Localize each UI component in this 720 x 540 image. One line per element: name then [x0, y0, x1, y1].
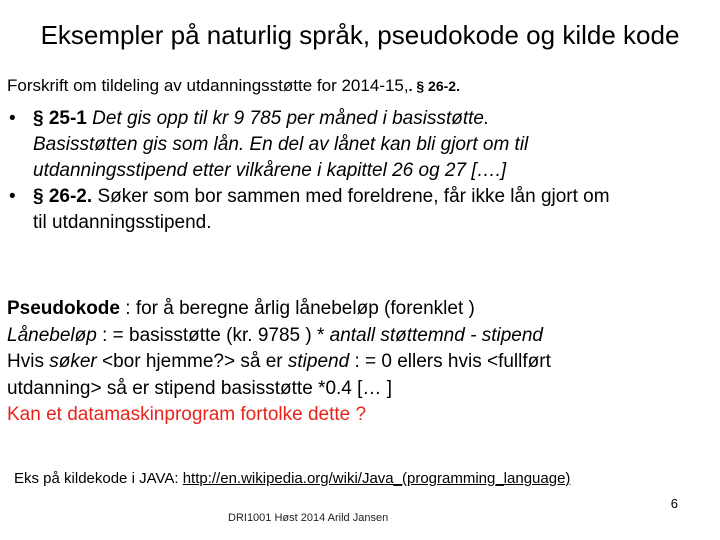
- bullet-item: [7, 184, 712, 236]
- bullet-text-line: Det gis opp til kr 9 785 per måned i basisstøtte.: [92, 108, 490, 129]
- pseudocode-text: Hvis: [7, 351, 50, 372]
- pseudocode-var: Lånebeløp: [7, 324, 97, 346]
- pseudocode-var: stipend: [287, 351, 350, 372]
- pseudocode-var: antall støttemnd - stipend: [329, 324, 543, 346]
- bullet-text-continuation: til utdanningsstipend.: [33, 212, 212, 233]
- regulation-text: Forskrift om tildeling av utdanningsstøtte for 2014-15,: [7, 76, 409, 95]
- question-line: Kan et datamaskinprogram fortolke dette ?: [7, 404, 367, 425]
- footer-text: DRI1001 Høst 2014 Arild Jansen: [228, 512, 389, 524]
- pseudocode-text: <bor hjemme?> så er: [96, 351, 288, 372]
- pseudocode-line: utdanning> så er stipend basisstøtte *0.4 [… ]: [7, 377, 392, 399]
- pseudocode-text: : = 0 ellers hvis <fullført: [349, 351, 551, 372]
- pseudocode-line: [7, 296, 712, 323]
- java-label: Eks på kildekode i JAVA:: [14, 470, 183, 487]
- slide-title: Eksempler på naturlig språk, pseudokode og kilde kode: [40, 20, 680, 50]
- pseudocode-var: søker: [49, 351, 97, 372]
- regulation-bullets: [7, 106, 712, 236]
- java-wikipedia-link[interactable]: http://en.wikipedia.org/wiki/Java_(programming_language): [182, 470, 571, 487]
- pseudocode-line: [7, 323, 712, 350]
- bullet-item: [7, 106, 712, 184]
- pseudocode-heading: Pseudokode: [7, 298, 120, 319]
- bullet-ref: § 26-2.: [33, 186, 93, 207]
- page-number: 6: [670, 496, 678, 511]
- bullet-ref: § 25-1: [33, 108, 87, 129]
- pseudocode-heading-rest: : for å beregne årlig lånebeløp (forenklet ): [119, 298, 475, 319]
- bullet-text-line: Basisstøtten gis som lån. En del av lånet kan bli gjort om til: [33, 134, 529, 155]
- bullet-marker: •: [9, 186, 16, 207]
- bullet-marker: •: [9, 108, 16, 129]
- pseudocode-block: [7, 296, 712, 429]
- pseudocode-text: : = basisstøtte (kr. 9785 ) *: [96, 324, 330, 346]
- bullet-text-line: utdanningsstipend etter vilkårene i kapittel 26 og 27 [….]: [33, 160, 507, 181]
- regulation-reference: [7, 74, 460, 98]
- bullet-text: Søker som bor sammen med foreldrene, får ikke lån gjort om: [97, 186, 610, 207]
- regulation-section: . § 26-2.: [408, 78, 460, 94]
- java-example: [14, 468, 570, 490]
- pseudocode-line: [7, 349, 712, 376]
